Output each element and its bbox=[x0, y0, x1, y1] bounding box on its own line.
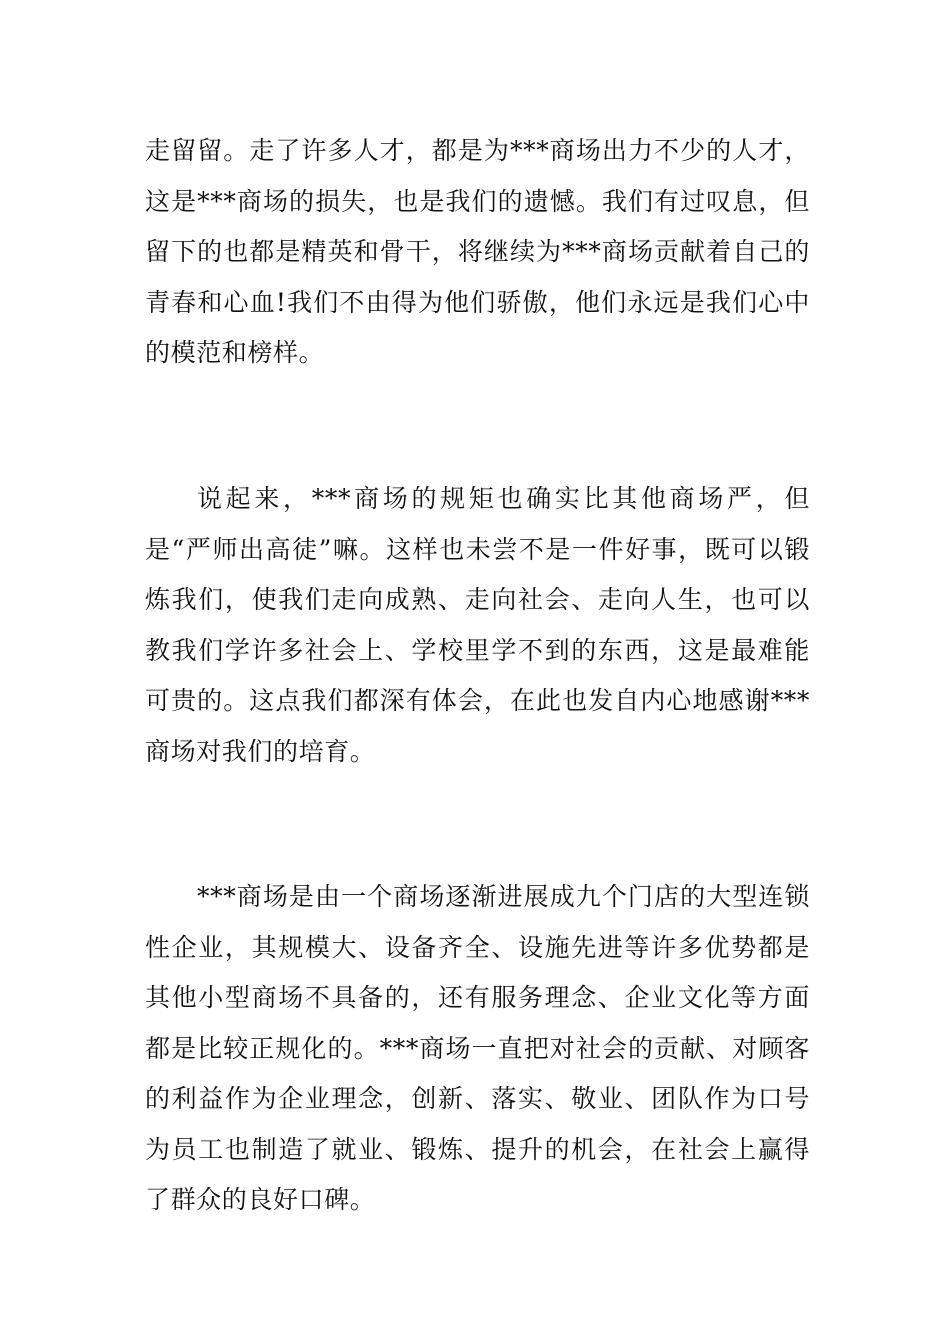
paragraph-3: ***商场是由一个商场逐渐进展成九个门店的大型连锁性企业，其规模大、设备齐全、设施先进等许多优势都是其他小型商场不具备的，还有服务理念、企业文化等方面都是比较正规化的。***商场一直把对社会的贡献、对顾客的利益作为企业理念，创新、落实、敬业、团队作为口号为员工也制造了就业、锻炼、提升的机会，在社会上赢得了群众的良好口碑。 bbox=[145, 882, 810, 1214]
paragraph-1: 走留留。走了许多人才，都是为***商场出力不少的人才，这是***商场的损失，也是我们的遗憾。我们有过叹息，但留下的也都是精英和骨干，将继续为***商场贡献着自己的青春和心血!我们不由得为他们骄傲，他们永远是我们心中的模范和榜样。 bbox=[145, 136, 810, 367]
paragraph-2: 说起来，***商场的规矩也确实比其他商场严，但是“严师出高徒”嘛。这样也未尝不是一件好事，既可以锻炼我们，使我们走向成熟、走向社会、走向人生，也可以教我们学许多社会上、学校里学不到的东西，这是最难能可贵的。这点我们都深有体会，在此也发自内心地感谢***商场对我们的培育。 bbox=[145, 484, 810, 766]
